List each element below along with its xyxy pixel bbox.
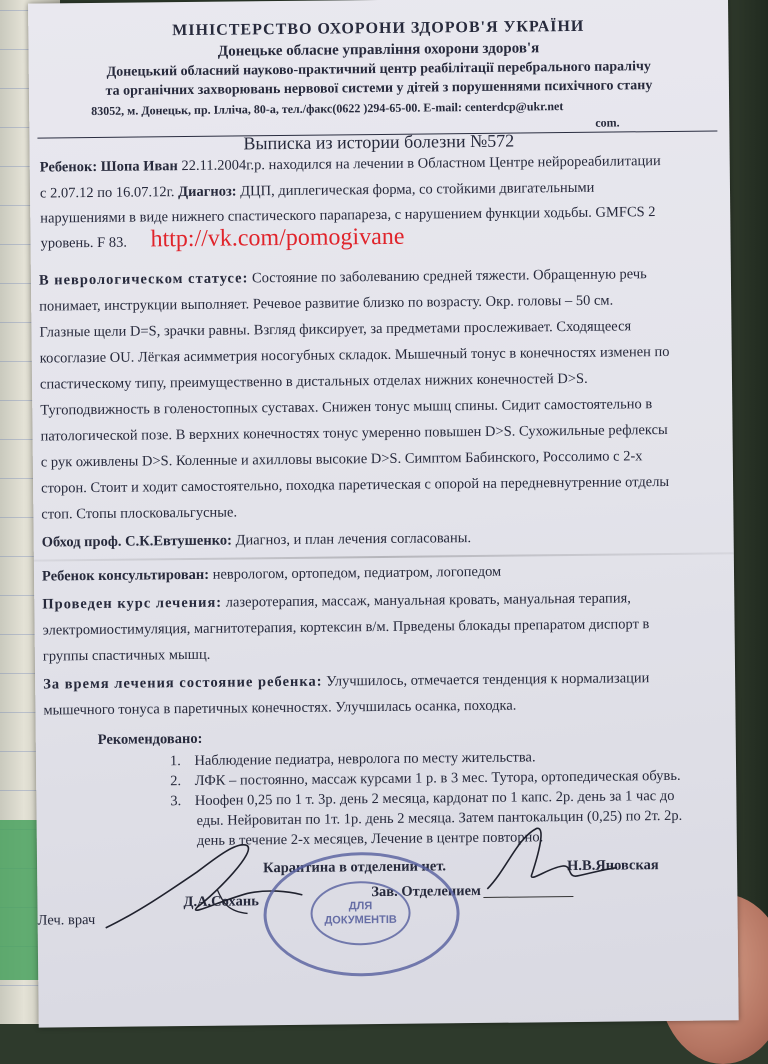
head-label: Зав. Отделением xyxy=(371,882,481,901)
header-email-domain: com. xyxy=(595,115,620,130)
neuro-line-1: понимает, инструкции выполняет. Речевое развитие близко по возрасту. Окр. головы – 50 см. xyxy=(39,292,614,315)
diagnosis-text: ДЦП, диплегическая форма, со стойкими двигательными xyxy=(240,179,595,200)
child-dob-line: 22.11.2004г.р. находился на лечении в Областном Центре нейрореабилитации xyxy=(181,153,661,175)
diagnosis-label: Диагноз: xyxy=(178,183,237,201)
header-center-line2: та органічних захворювань нервової системи у дітей з порушеннями психічного стану xyxy=(105,78,653,99)
recommend-num-3: 3. xyxy=(170,793,182,810)
treatment-line-1: лазеротерапия, массаж, мануальная кровать, мануальная терапия, xyxy=(225,590,631,611)
child-name: Шопа Иван xyxy=(100,158,178,175)
neuro-line-7: с рук оживлены D>S. Коленные и ахилловы высокие D>S. Симптом Бабинского, Россолимо с 2-х xyxy=(40,448,643,471)
child-label: Ребенок: xyxy=(39,158,98,176)
recommend-text-3b: еды. Нейровитан по 1т. 1р. день 2 месяца. Затем пантокальцин (0,25) по 2т. 2р. xyxy=(196,807,683,829)
treatment-line-3: группы спастичных мышц. xyxy=(42,646,211,665)
document-title: Выписка из истории болезни №572 xyxy=(243,130,515,154)
rounds-label: Обход проф. С.К.Евтушенко: xyxy=(41,532,232,551)
document-sheet xyxy=(28,0,739,1028)
diagnosis-line3: уровень. F 83. xyxy=(40,234,128,252)
recommend-num-2: 2. xyxy=(170,773,182,790)
stamp-text-2: ДОКУМЕНТІВ xyxy=(324,913,397,927)
neuro-line-9: стоп. Стопы плосковальгусные. xyxy=(41,504,238,523)
treatment-label: Проведен курс лечения: xyxy=(42,594,223,613)
paper-fold xyxy=(34,552,734,561)
neuro-line-5: Тугоподвижность в голеностопных суставах. Снижен тонус мышц спины. Сидит самостоятельно в xyxy=(40,396,653,419)
treatment-dates: с 2.07.12 по 16.07.12г. xyxy=(39,184,175,202)
recommend-text-3c: день в течение 2-х месяцев, Лечение в центре повторно. xyxy=(196,829,544,849)
recommend-num-1: 1. xyxy=(169,753,181,770)
recommend-text-3a: Ноофен 0,25 по 1 т. 3р. день 2 месяца, кардонат по 1 капс. 2р. день за 1 час до xyxy=(194,787,675,809)
quarantine-note: Карантина в отделении нет. xyxy=(263,858,447,877)
stamp-text-1: ДЛЯ xyxy=(348,900,373,913)
outcome-line-2: мышечного тонуса в паретичных конечностях. Улучшилась осанка, походка. xyxy=(43,697,517,719)
neuro-line-2: Глазные щели D=S, зрачки равны. Взгляд фиксирует, за предметами прослеживает. Сходящееся xyxy=(39,318,632,341)
neuro-line-6: патологической позе. В верхних конечностях тонус умеренно повышен D>S. Сухожильные рефлексы xyxy=(40,421,668,445)
watermark-link: http://vk.com/pomogivane xyxy=(150,223,405,253)
outcome-line-1: Улучшилось, отмечается тенденция к нормализации xyxy=(326,670,650,690)
head-name: Н.В.Яновская xyxy=(566,857,659,875)
header-ministry: МІНІСТЕРСТВО ОХОРОНИ ЗДОРОВ'Я УКРАЇНИ xyxy=(172,17,585,40)
header-center-line1: Донецький обласний науково-практичний центр реабілітації перебрального паралічу xyxy=(106,59,651,80)
recommend-text-2: ЛФК – постоянно, массаж курсами 1 р. в 3 мес. Тутора, ортопедическая обувь. xyxy=(194,767,681,789)
neuro-status-label: В неврологическом статусе: xyxy=(38,270,249,289)
header-department: Донецьке обласне управління охорони здоров'я xyxy=(217,40,540,60)
doctor-label: Леч. врач xyxy=(37,912,96,929)
diagnosis-line2: нарушениями в виде нижнего спастического парапареза, с нарушением функции ходьбы. GMFCS 2 xyxy=(40,204,656,227)
header-address: 83052, м. Донецьк, пр. Ілліча, 80-а, тел./факс(0622 )294-65-00. E-mail: centerdcp@ukr.net xyxy=(91,99,564,119)
neuro-line-4: спастическому типу, преимущественно в дистальных отделах нижних конечностей D>S. xyxy=(39,370,588,393)
outcome-label: За время лечения состояние ребенка: xyxy=(43,673,323,693)
head-signature xyxy=(477,817,628,899)
consult-text: неврологом, ортопедом, педиатром, логопедом xyxy=(212,563,502,583)
background-green-object xyxy=(0,820,40,980)
recommend-label: Рекомендовано: xyxy=(97,730,203,748)
recommend-text-1: Наблюдение педиатра, невролога по месту жительства. xyxy=(194,749,536,769)
neuro-line-8: сторон. Стоит и ходит самостоятельно, походка паретическая с опорой на передневнутренние отделы xyxy=(41,473,670,497)
official-stamp xyxy=(263,851,460,977)
neuro-line-3: косоглазие OU. Лёгкая асимметрия носогубных складок. Мышечный тонус в конечностях изменен по xyxy=(39,343,670,367)
neuro-line-0: Состояние по заболеванию средней тяжести. Обращенную речь xyxy=(251,266,647,287)
consult-label: Ребенок консультирован: xyxy=(41,566,210,585)
treatment-line-2: электромиостимуляция, магнитотерапия, кортексин в/м. Пpведены блокады препаратом диспорт в xyxy=(42,616,650,639)
rounds-text: Диагноз, и план лечения согласованы. xyxy=(235,530,472,549)
doctor-name: Д.А.Сохань xyxy=(183,893,259,911)
